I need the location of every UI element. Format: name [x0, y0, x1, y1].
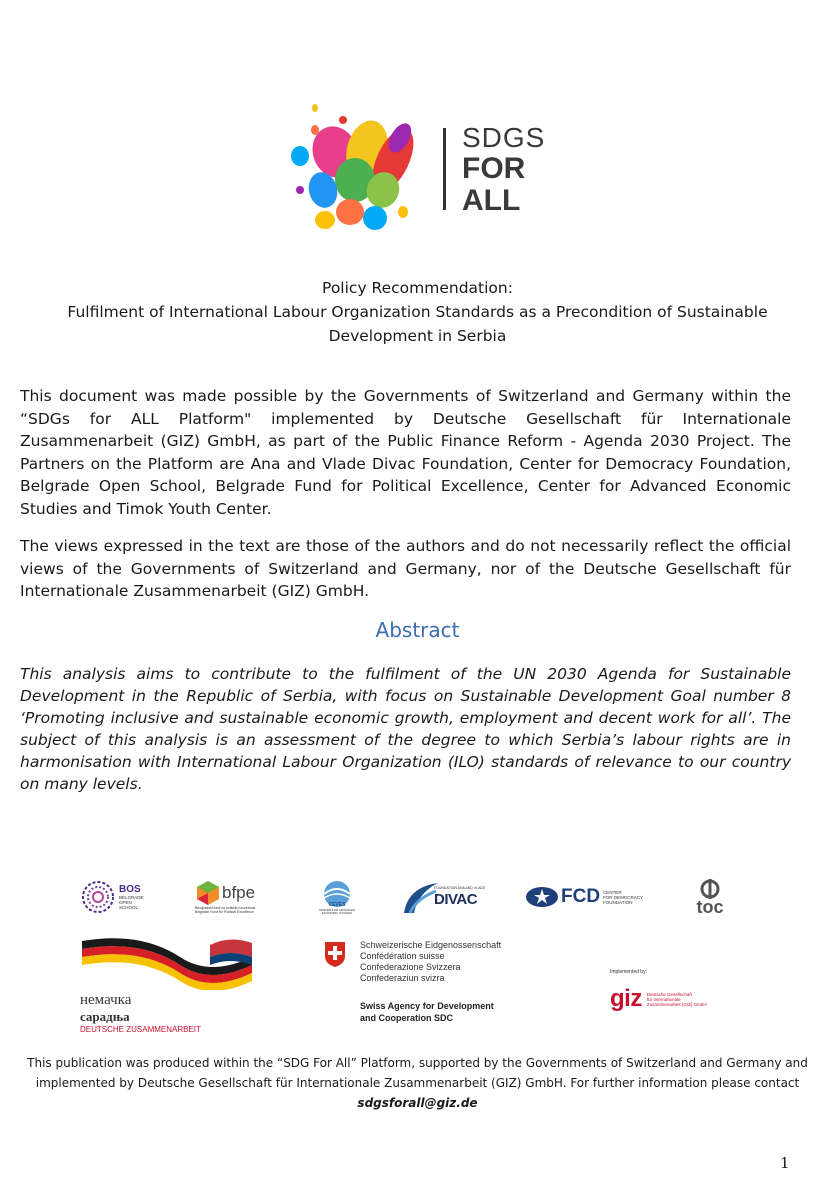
partner-logos — [0, 866, 835, 928]
logo-line-all: ALL — [462, 184, 521, 217]
swiss-line-2: Confédération suisse — [360, 951, 445, 961]
ceves-name: CEVES — [328, 901, 346, 908]
title-line-3: Development in Serbia — [328, 327, 507, 345]
divac-sub: FOUNDATION ANA AND VLADE — [434, 886, 486, 890]
toc-mark-icon — [700, 879, 720, 899]
title-line-2: Fulfilment of International Labour Organization Standards as a Precondition of Sustainable — [67, 303, 768, 321]
swiss-agency-1: Swiss Agency for Development — [360, 1001, 494, 1011]
title-line-1: Policy Recommendation: — [322, 279, 513, 297]
ceves-sub-1: CENTER FOR ADVANCED — [318, 907, 356, 912]
document-title — [20, 276, 815, 348]
bos-logo — [80, 866, 160, 928]
disclaimer-paragraph: The views expressed in the text are those of the authors and do not necessarily reflect the official views of the Governments of Switzerland and Germany, nor of the Deutsche Gesellschaft für Internationale Zusammenarbeit (GIZ) GmbH. — [20, 537, 791, 600]
logo-wordmark — [462, 124, 545, 216]
abstract-text: This analysis aims to contribute to the fulfilment of the UN 2030 Agenda for Sustainable Development in the Republic of Serbia, with focus on Sustainable Development Goal number 8 ‘Promoting inclusive and sustainable economic growth, employment and decent work for all’. The subject of this analysis is an assessment of the degree to which Serbia’s labour rights are in harmonisation with International Labour Organization (ILO) standards of relevance to our country on many levels. — [20, 665, 791, 793]
divac-name: DIVAC — [434, 891, 478, 908]
bos-sub-2: OPEN — [119, 900, 132, 905]
german-cooperation-logo — [80, 935, 260, 1035]
fcd-sub-1: CENTER — [603, 889, 622, 895]
ceves-globe-icon — [320, 879, 354, 909]
bfpe-sub-2: Belgrade Fund for Political Excellence — [195, 910, 254, 914]
footer-note — [15, 1053, 820, 1113]
giz-logo — [610, 970, 740, 1030]
bos-swirl-icon — [80, 877, 116, 917]
fcd-sub-3: FOUNDATION — [603, 899, 633, 905]
fcd-name: FCD — [561, 886, 601, 907]
page-number: 1 — [780, 1154, 790, 1172]
fcd-star-eye-icon — [525, 886, 559, 908]
bfpe-sub-1: Beogradski fond za političku izuzetnost — [195, 906, 256, 910]
giz-sub-2: für Internationale — [646, 996, 681, 1002]
logo-line-sdgs: SDGS — [462, 122, 546, 153]
toc-logo — [690, 866, 730, 928]
swiss-line-1: Schweizerische Eidgenossenschaft — [360, 940, 502, 950]
giz-sub-1: Deutsche Gesellschaft — [646, 991, 692, 997]
german-line-1: немачка — [80, 992, 132, 1008]
bos-name: BOS — [119, 884, 141, 895]
logo-line-for: FOR — [462, 152, 526, 185]
german-line-2: сарадња — [80, 1009, 130, 1024]
bos-sub-3: SCHOOL — [119, 905, 139, 910]
fcd-logo — [525, 866, 655, 928]
logo-divider — [443, 128, 446, 210]
german-serbian-flag-ribbon-icon — [80, 935, 255, 990]
swiss-line-3: Confederazione Svizzera — [360, 962, 461, 972]
footer-text: This publication was produced within the “SDG For All” Platform, supported by the Governments of Switzerland and Germany and implemented by Deutsche Gesellschaft für Internationale Zusammenarbeit (GIZ) GmbH. For further information please contact — [27, 1056, 808, 1090]
giz-implemented-label: Implemented by: — [610, 969, 647, 975]
giz-sub-3: Zusammenarbeit (GIZ) GmbH — [646, 1001, 707, 1007]
bos-sub-1: BELGRADE — [119, 895, 144, 900]
german-line-3: DEUTSCHE ZUSAMMENARBEIT — [80, 1025, 201, 1034]
giz-name: giz — [610, 985, 642, 1012]
swiss-line-4: Confederaziun svizra — [360, 973, 445, 983]
ceves-sub-2: ECONOMIC STUDIES — [321, 911, 353, 915]
toc-name: toc — [696, 897, 724, 917]
bfpe-name: bfpe — [222, 883, 256, 902]
bfpe-logo — [195, 866, 275, 928]
sdgs-for-all-logo — [275, 100, 565, 240]
contact-email[interactable]: sdgsforall@giz.de — [357, 1096, 478, 1110]
bfpe-hexagon-icon — [195, 880, 221, 906]
swiss-cooperation-logo — [322, 940, 542, 1040]
fcd-sub-2: FOR DEMOCRACY — [603, 894, 644, 900]
colorful-bubbles-icon — [275, 100, 435, 240]
swiss-cross-icon — [322, 940, 348, 968]
abstract-heading: Abstract — [375, 618, 460, 642]
intro-paragraph: This document was made possible by the Governments of Switzerland and Germany within the “SDGs for ALL Platform" implemented by Deutsche Gesellschaft für Internationale Zusammenarbeit (GIZ) GmbH, as part of the Public Finance Reform - Agenda 2030 Project. The Partners on the Platform are Ana and Vlade Divac Foundation, Center for Democracy Foundation, Belgrade Open School, Belgrade Fund for Political Excellence, Center for Advanced Economic Studies and Timok Youth Center. — [20, 387, 791, 518]
divac-logo — [400, 866, 495, 928]
ceves-logo — [312, 866, 362, 928]
swiss-agency-2: and Cooperation SDC — [360, 1013, 454, 1023]
